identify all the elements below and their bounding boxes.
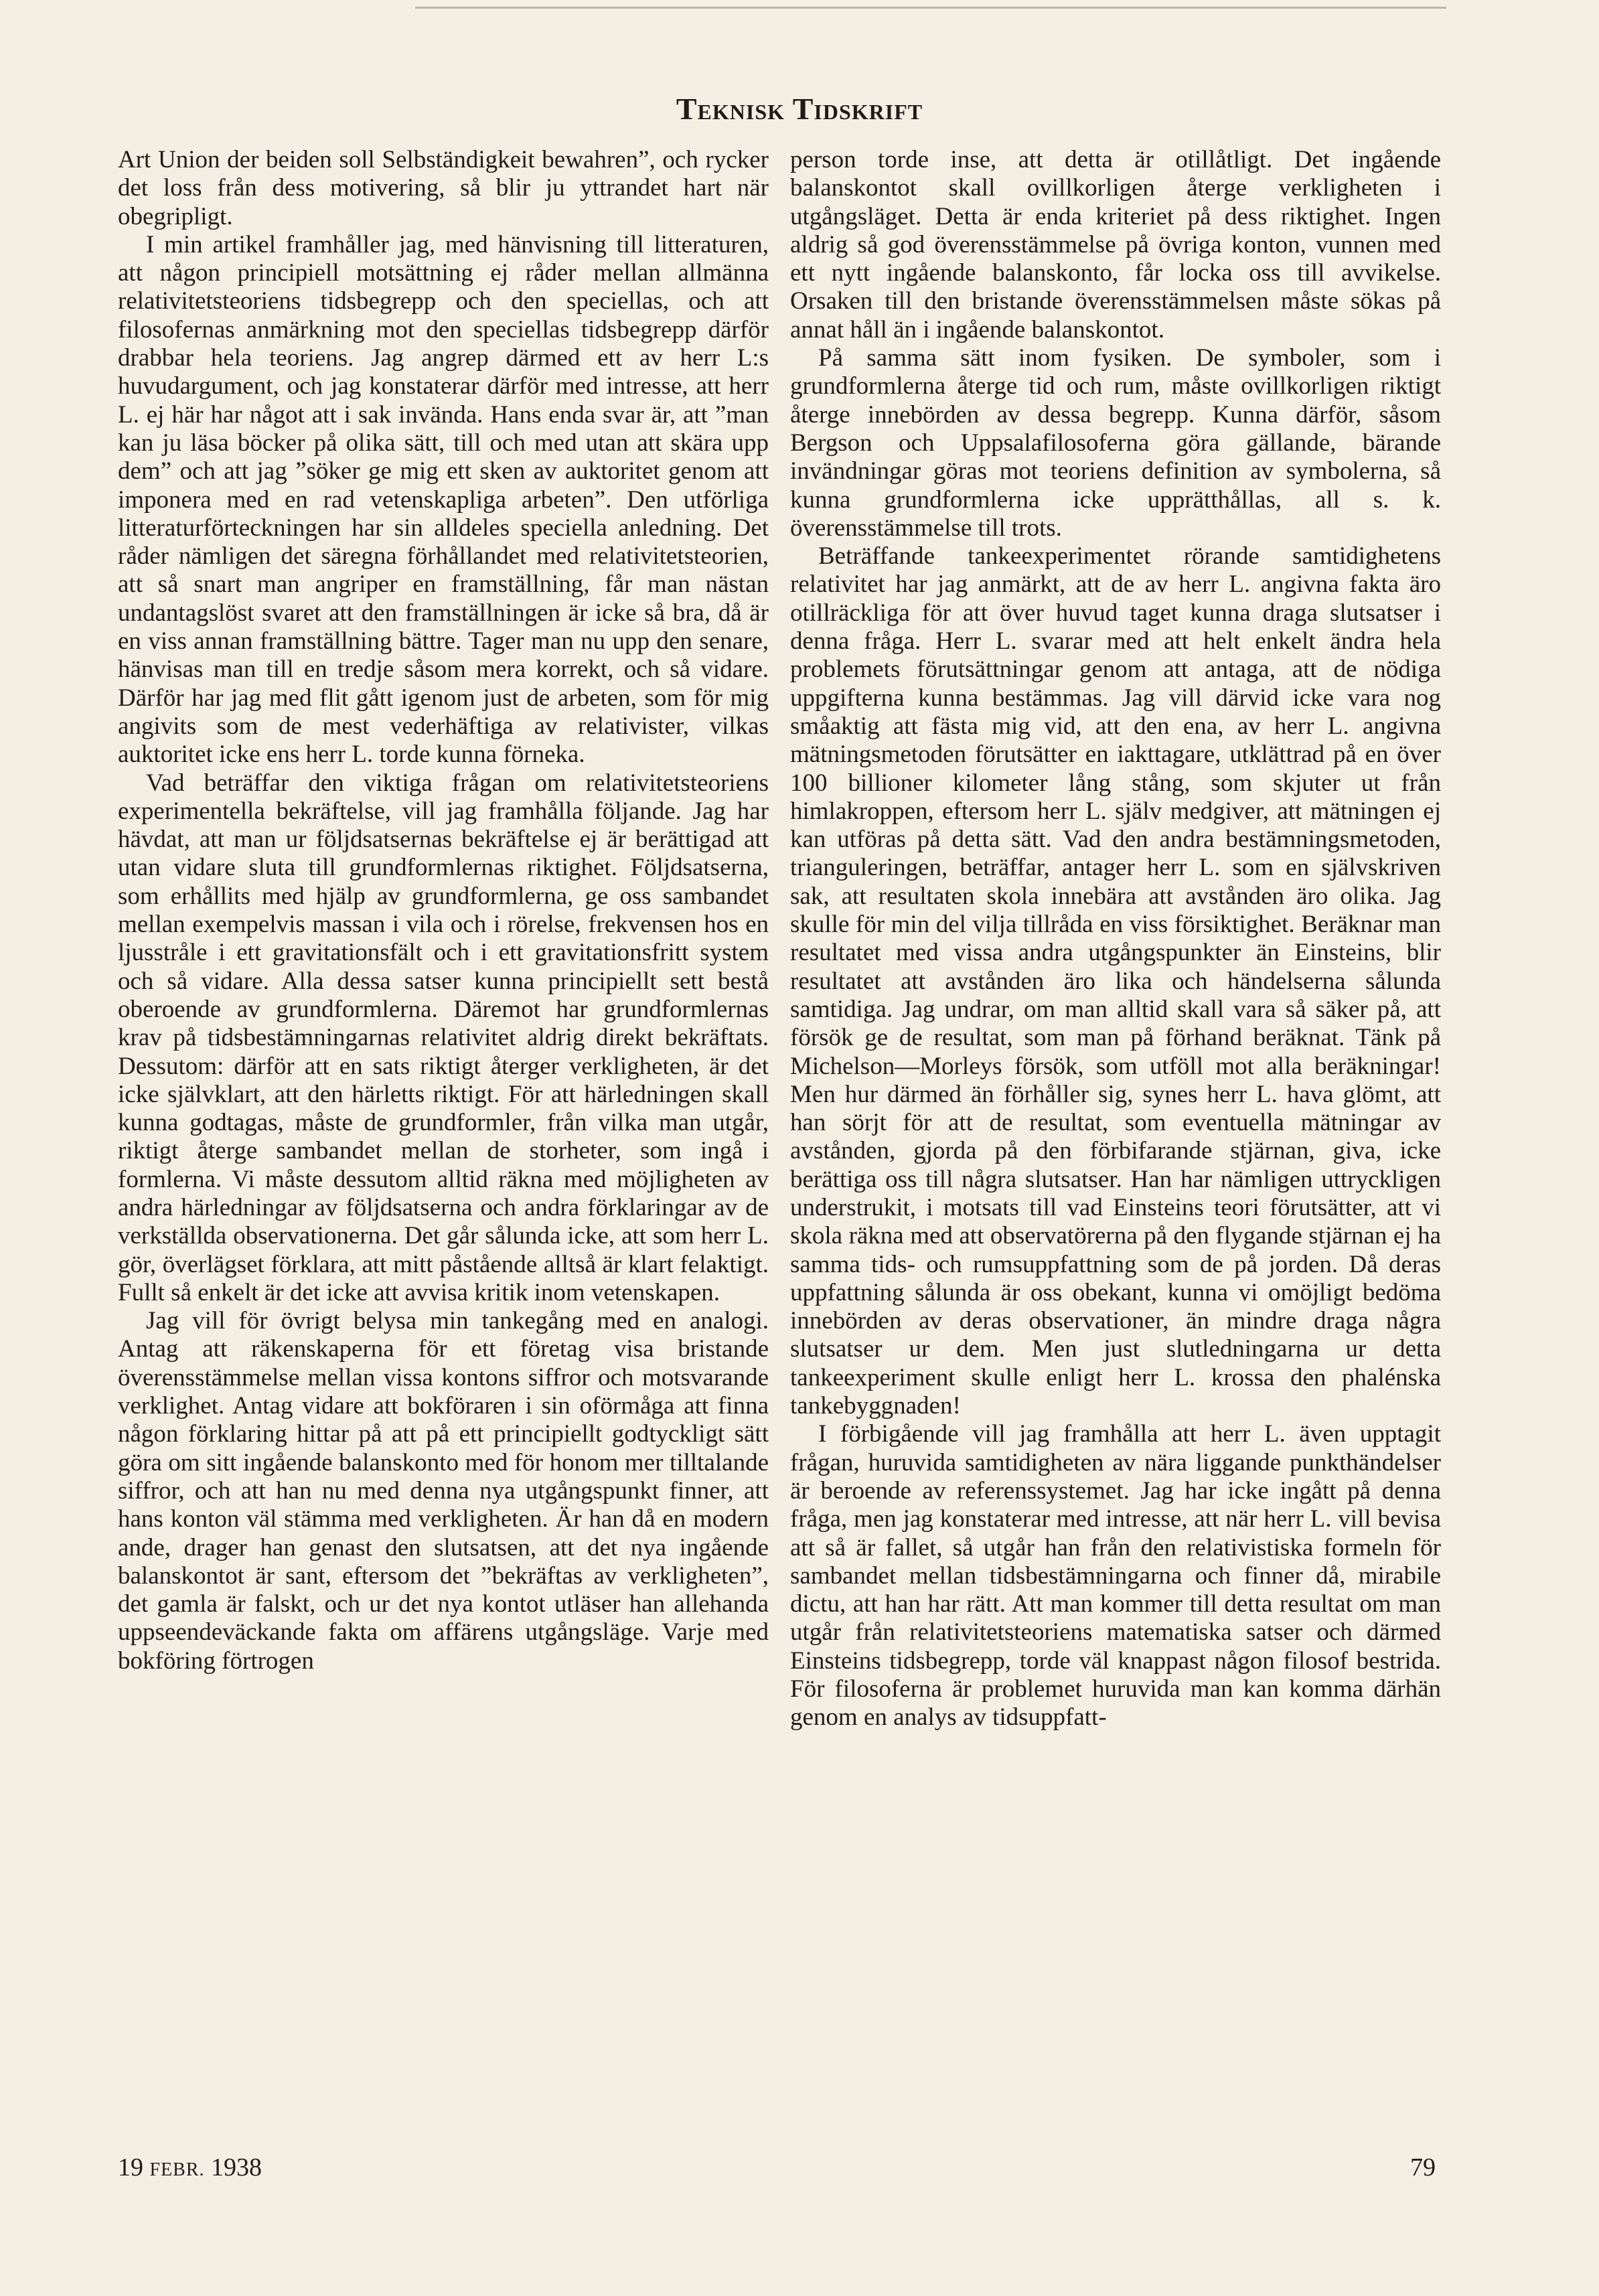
paragraph: Art Union der beiden soll Selbständigkeit bewahren”, och rycker det loss från dess motivering, så blir ju yttrandet hart när obegripligt. — [118, 146, 769, 230]
issue-day: 19 — [118, 2153, 143, 2182]
page-number: 79 — [1410, 2153, 1436, 2182]
paragraph: På samma sätt inom fysiken. De symboler, som i grundformlerna återge tid och rum, måste ovillkorligen riktigt återge innebörden av dessa begrepp. Kunna därför, såsom Bergson och Uppsalafilosoferna göra gällande, bärande invändningar göras mot teoriens definition av symbolerna, så kunna grundformlerna icke upprätthållas, all s. k. överensstämmelse till trots. — [790, 344, 1441, 542]
issue-date — [118, 2153, 262, 2182]
paragraph: I min artikel framhåller jag, med hänvisning till litteraturen, att någon principiell motsättning ej råder mellan allmänna relativitetsteoriens tidsbegrepp och den speciellas, och att filosofernas anmärkning mot den speciellas tidsbegrepp därför drabbar hela teoriens. Jag angrep därmed ett av herr L:s huvudargument, och jag konstaterar därför med intresse, att herr L. ej här har något att i sak invända. Hans enda svar är, att ”man kan ju läsa böcker på olika sätt, till och med utan att skära upp dem” och att jag ”söker ge mig ett sken av auktoritet genom att imponera med en rad vetenskapliga arbeten”. Den utförliga litteraturförteckningen har sin alldeles speciella anledning. Det råder nämligen det säregna förhållandet med relativitetsteorien, att så snart man angriper en framställning, får man nästan undantagslöst svaret att den framställningen är icke så bra, då är en viss annan framställning bättre. Tager man nu upp den senare, hänvisas man till en tredje såsom mera korrekt, och så vidare. Därför har jag med flit gått igenom just de arbeten, som för mig angivits som de mest vederhäftiga av relativister, vilkas auktoritet icke ens herr L. torde kunna förneka. — [118, 230, 769, 769]
journal-title: Teknisk Tidskrift — [676, 92, 923, 126]
right-column — [790, 146, 1441, 1732]
paragraph: person torde inse, att detta är otillåtligt. Det ingående balanskontot skall ovillkorligen återge verkligheten i utgångsläget. Detta är enda kriteriet på dess riktighet. Ingen aldrig så god överensstämmelse på övriga konton, vunnen med ett nytt ingående balanskonto, får locka oss till avvikelse. Orsaken till den bristande överensstämmelsen måste sökas på annat håll än i ingående balanskontot. — [790, 146, 1441, 343]
issue-year: 1938 — [211, 2153, 262, 2182]
paragraph: Jag vill för övrigt belysa min tankegång med en analogi. Antag att räkenskaperna för ett företag visa bristande överensstämmelse mellan vissa kontons siffror och motsvarande verklighet. Antag vidare att bokföraren i sin oförmåga att finna någon förklaring hittar på att på ett principiellt godtyckligt sätt göra om sitt ingående balanskonto med för honom mer tilltalande siffror, och att han nu med denna nya utgångspunkt finner, att hans konton väl stämma med verkligheten. Är han då en modern ande, drager han genast den slutsatsen, att det nya ingående balanskontot är sant, eftersom det ”bekräftas av verkligheten”, det gamla är falskt, och ur det nya kontot utläser han allehanda uppseendeväckande fakta om affärens utgångsläge. Varje med bokföring förtrogen — [118, 1307, 769, 1675]
paragraph: Beträffande tankeexperimentet rörande samtidighetens relativitet har jag anmärkt, att de av herr L. angivna fakta äro otillräckliga för att över huvud taget kunna draga slutsatser i denna fråga. Herr L. svarar med att helt enkelt ändra hela problemets förutsättningar genom att antaga, att de nödiga uppgifterna kunna bestämmas. Jag vill därvid icke vara nog småaktig att fästa mig vid, att den ena, av herr L. angivna mätningsmetoden förutsätter en iakttagare, utklättrad på en över 100 billioner kilometer lång stång, som skjuter ut från himlakroppen, eftersom herr L. själv medgiver, att mätningen ej kan utföras på detta sätt. Vad den andra bestämningsmetoden, trianguleringen, beträffar, antager herr L. som en självskriven sak, att resultaten skola innebära att avstånden äro olika. Jag skulle för min del vilja tillråda en viss försiktighet. Beräknar man resultatet med vissa andra utgångspunkter än Einsteins, blir resultatet att avstånden äro lika och händelserna sålunda samtidiga. Jag undrar, om man alltid skall vara så säker på, att försök ge de resultat, som man på förhand beräknat. Tänk på Michelson—Morleys försök, som utföll mot alla beräkningar! Men hur därmed än förhåller sig, synes herr L. hava glömt, att han sörjt för att de resultat, som eventuella mätningar av avstånden, gjorda på den förbifarande stjärnan, giva, icke berättiga oss till några slutsatser. Han har nämligen uttryckligen understrukit, i motsats till vad Einsteins teori förutsätter, att vi skola räkna med att observatörerna på den flygande stjärnan ej ha samma tids- och rumsuppfattning som de på jorden. Då deras uppfattning sålunda är oss obekant, kunna vi omöjligt bedöma innebörden av deras observationer, än mindre draga några slutsatser ur dem. Men just slutledningarna ur detta tankeexperiment skulle enligt herr L. krossa den phalénska tankebyggnaden! — [790, 542, 1441, 1420]
left-column — [118, 146, 769, 1675]
issue-month: FEBR. — [149, 2159, 205, 2180]
paragraph: I förbigående vill jag framhålla att herr L. även upptagit frågan, huruvida samtidigheten av nära liggande punkthändelser är beroende av referenssystemet. Jag har icke ingått på denna fråga, men jag konstaterar med intresse, att när herr L. vill bevisa att så är fallet, så utgår han från den relativistiska formeln för sambandet mellan tidsbestämningarna och finner då, mirabile dictu, att han har rätt. Att man kommer till detta resultat om man utgår från relativitetsteoriens matematiska satser och därmed Einsteins tidsbegrepp, torde väl knappast någon filosof bestrida. För filosoferna är problemet huruvida man kan komma därhän genom en analys av tidsuppfatt- — [790, 1420, 1441, 1732]
top-rule — [415, 7, 1446, 9]
paragraph: Vad beträffar den viktiga frågan om relativitetsteoriens experimentella bekräftelse, vill jag framhålla följande. Jag har hävdat, att man ur följdsatsernas bekräftelse ej är berättigad att utan vidare sluta till grundformlernas riktighet. Följdsatserna, som erhållits med hjälp av grundformlerna, ge oss sambandet mellan exempelvis massan i vila och i rörelse, frekvensen hos en ljusstråle i ett gravitationsfält och i ett gravitationsfritt system och så vidare. Alla dessa satser kunna principiellt sett bestå oberoende av grundformlerna. Däremot har grundformlernas krav på tidsbestämningarnas relativitet aldrig direkt bekräftats. Dessutom: därför att en sats riktigt återger verkligheten, är det icke självklart, att den härletts riktigt. För att härledningen skall kunna godtagas, måste de grundformler, från vilka man utgår, riktigt återge sambandet mellan de storheter, som ingå i formlerna. Vi måste dessutom alltid räkna med möjligheten av andra härledningar av följdsatserna och andra förklaringar av de verkställda observationerna. Det går sålunda icke, att som herr L. gör, överlägset förklara, att mitt påstående alltså är klart felaktigt. Fullt så enkelt är det icke att avvisa kritik inom vetenskapen. — [118, 769, 769, 1306]
